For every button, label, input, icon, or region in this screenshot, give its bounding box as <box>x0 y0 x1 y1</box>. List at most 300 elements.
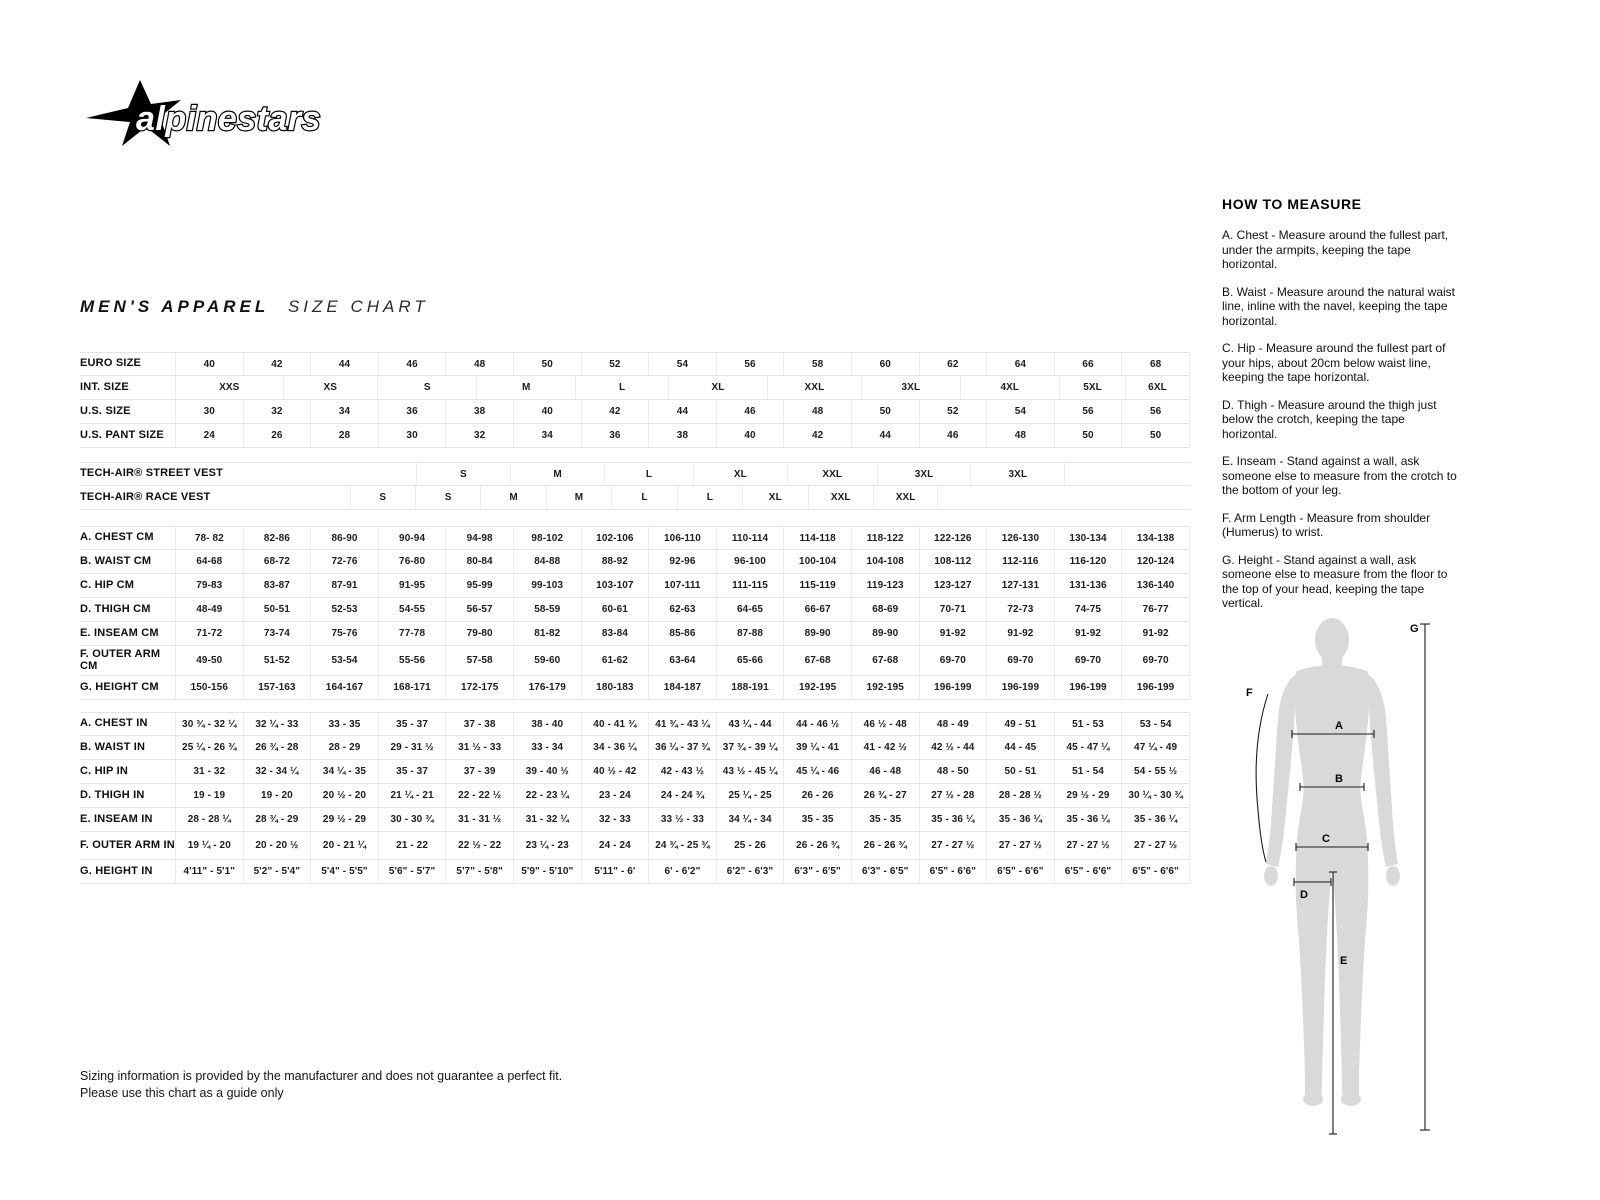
measure-instruction: D. Thigh - Measure around the thigh just below the crotch, keeping the tape horizontal. <box>1222 397 1437 441</box>
size-cell: 114-118 <box>783 527 851 549</box>
size-cell: 6' - 6'2" <box>648 860 716 883</box>
size-chart-table <box>80 352 1190 884</box>
size-cell: 188-191 <box>716 676 784 699</box>
table-row-inseam-cm <box>80 622 1190 646</box>
size-cell: 80-84 <box>445 550 513 573</box>
size-cell: 48 - 49 <box>919 713 987 735</box>
size-cell: 82-86 <box>243 527 311 549</box>
size-cell: XL <box>742 486 807 509</box>
size-cell: 30 ¾ - 32 ¼ <box>175 713 243 735</box>
page-title-sub: SIZE CHART <box>287 297 429 316</box>
size-cell: 22 ½ - 22 <box>445 832 513 859</box>
size-cell: 6'2" - 6'3" <box>716 860 784 883</box>
size-cell: 34 ¼ - 35 <box>310 760 378 783</box>
size-cell: 36 ¼ - 37 ¾ <box>648 736 716 759</box>
size-cell: 30 <box>175 400 243 423</box>
size-cell: 98-102 <box>513 527 581 549</box>
size-cell: 60 <box>851 353 919 375</box>
size-cell: 44 <box>851 424 919 447</box>
size-cell: 77-78 <box>378 622 446 645</box>
size-cell: 20 - 21 ¼ <box>310 832 378 859</box>
empty-cell <box>938 486 1190 509</box>
table-gap <box>80 510 1190 526</box>
size-cell: 130-134 <box>1054 527 1122 549</box>
size-cell: 73-74 <box>243 622 311 645</box>
size-cell: 99-103 <box>513 574 581 597</box>
footer-line-2: Please use this chart as a guide only <box>80 1086 284 1100</box>
size-cell: 37 ¾ - 39 ¼ <box>716 736 784 759</box>
size-cell: 102-106 <box>581 527 649 549</box>
size-cell: 91-92 <box>986 622 1054 645</box>
size-cell: 67-68 <box>783 646 851 675</box>
measure-instruction: G. Height - Stand against a wall, ask someone else to measure from the floor to the top of your head, keeping the tape vertical. <box>1222 552 1448 610</box>
row-label: E. INSEAM CM <box>80 626 159 639</box>
size-cell: 87-88 <box>716 622 784 645</box>
table-row-hip-cm <box>80 574 1190 598</box>
size-cell: 110-114 <box>716 527 784 549</box>
size-cell: 43 ¼ - 44 <box>716 713 784 735</box>
size-cell: 34 <box>513 424 581 447</box>
size-cell: 122-126 <box>919 527 987 549</box>
size-cell: 50 <box>851 400 919 423</box>
size-cell: 79-83 <box>175 574 243 597</box>
size-cell: XXL <box>873 486 938 509</box>
table-row-outer-arm-cm <box>80 646 1190 676</box>
size-cell: 196-199 <box>1121 676 1190 699</box>
size-cell: 74-75 <box>1054 598 1122 621</box>
size-cell: 65-66 <box>716 646 784 675</box>
row-label: B. WAIST IN <box>80 740 146 753</box>
logo-wordmark: alpinestars <box>136 100 322 138</box>
size-cell: 90-94 <box>378 527 446 549</box>
size-cell: 19 - 20 <box>243 784 311 807</box>
table-row-euro-size <box>80 352 1190 376</box>
size-cell: 69-70 <box>1121 646 1190 675</box>
empty-cell <box>1065 463 1190 485</box>
size-cell: 40 <box>175 353 243 375</box>
size-cell: 53-54 <box>310 646 378 675</box>
size-cell: 118-122 <box>851 527 919 549</box>
size-cell: 50 <box>1054 424 1122 447</box>
size-cell: M <box>476 376 574 399</box>
table-row-us-pant-size <box>80 424 1190 448</box>
size-cell: 5'2" - 5'4" <box>243 860 311 883</box>
size-cell: 192-195 <box>783 676 851 699</box>
row-label: INT. SIZE <box>80 380 129 393</box>
page-title-main: MEN'S APPAREL <box>80 297 270 316</box>
table-row-outer-arm-in <box>80 832 1190 860</box>
size-cell: 76-77 <box>1121 598 1190 621</box>
size-cell: 50 - 51 <box>986 760 1054 783</box>
size-cell: 23 - 24 <box>581 784 649 807</box>
size-cell: 27 - 27 ½ <box>1121 832 1190 859</box>
size-cell: 66 <box>1054 353 1122 375</box>
size-cell: 81-82 <box>513 622 581 645</box>
size-cell: 3XL <box>970 463 1065 485</box>
size-cell: 126-130 <box>986 527 1054 549</box>
size-cell: 46 <box>716 400 784 423</box>
size-cell: 27 ½ - 28 <box>919 784 987 807</box>
size-cell: S <box>415 486 480 509</box>
figure-label-arm: F <box>1246 687 1253 699</box>
measure-instruction: F. Arm Length - Measure from shoulder (Humerus) to wrist. <box>1222 510 1431 539</box>
figure-label-thigh: D <box>1300 889 1308 901</box>
size-cell: 115-119 <box>783 574 851 597</box>
page-title <box>80 297 429 317</box>
measurement-figure <box>1232 610 1442 1150</box>
size-cell: 54 <box>648 353 716 375</box>
size-cell: 112-116 <box>986 550 1054 573</box>
size-cell: 33 - 35 <box>310 713 378 735</box>
size-cell: 51-52 <box>243 646 311 675</box>
size-cell: 46 <box>378 353 446 375</box>
footer-note <box>80 1068 562 1102</box>
size-cell: 36 <box>378 400 446 423</box>
size-cell: 24 <box>175 424 243 447</box>
size-cell: 26 - 26 ¾ <box>783 832 851 859</box>
size-cell: 49-50 <box>175 646 243 675</box>
table-row-thigh-cm <box>80 598 1190 622</box>
table-row-tech-air-race-vest <box>80 486 1190 510</box>
size-cell: 27 - 27 ½ <box>1054 832 1122 859</box>
size-cell: 31 - 31 ½ <box>445 808 513 831</box>
size-cell: 176-179 <box>513 676 581 699</box>
size-cell: 83-84 <box>581 622 649 645</box>
size-cell: 123-127 <box>919 574 987 597</box>
size-cell: XL <box>668 376 766 399</box>
size-cell: XXL <box>808 486 873 509</box>
table-row-height-cm <box>80 676 1190 700</box>
size-cell: 91-92 <box>1054 622 1122 645</box>
size-cell: 33 - 34 <box>513 736 581 759</box>
body-silhouette-diagram <box>1232 610 1442 1150</box>
size-cell: 92-96 <box>648 550 716 573</box>
size-cell: 3XL <box>861 376 959 399</box>
size-cell: 168-171 <box>378 676 446 699</box>
size-cell: L <box>604 463 693 485</box>
size-cell: 48 <box>783 400 851 423</box>
figure-label-waist: B <box>1335 773 1343 785</box>
size-cell: 26 - 26 <box>783 784 851 807</box>
size-cell: 34 <box>310 400 378 423</box>
size-cell: 69-70 <box>919 646 987 675</box>
size-cell: 6'3" - 6'5" <box>783 860 851 883</box>
size-cell: 86-90 <box>310 527 378 549</box>
size-cell: 61-62 <box>581 646 649 675</box>
table-row-int-size <box>80 376 1190 400</box>
size-cell: 184-187 <box>648 676 716 699</box>
size-cell: 46 <box>919 424 987 447</box>
size-cell: 91-92 <box>1121 622 1190 645</box>
size-cell: 35 - 37 <box>378 760 446 783</box>
size-cell: 53 - 54 <box>1121 713 1190 735</box>
size-cell: 21 ¼ - 21 <box>378 784 446 807</box>
size-cell: 35 - 37 <box>378 713 446 735</box>
size-cell: L <box>611 486 676 509</box>
size-cell: 43 ½ - 45 ¼ <box>716 760 784 783</box>
table-gap <box>80 448 1190 462</box>
row-label: G. HEIGHT IN <box>80 864 153 877</box>
row-label: U.S. PANT SIZE <box>80 428 164 441</box>
table-row-us-size <box>80 400 1190 424</box>
row-label: A. CHEST IN <box>80 717 148 730</box>
size-cell: 22 - 23 ¼ <box>513 784 581 807</box>
size-cell: 42 ½ - 44 <box>919 736 987 759</box>
size-cell: 26 ¾ - 27 <box>851 784 919 807</box>
size-cell: 64-65 <box>716 598 784 621</box>
size-cell: 131-136 <box>1054 574 1122 597</box>
size-cell: 38 <box>648 424 716 447</box>
size-cell: 68-72 <box>243 550 311 573</box>
size-cell: 28 <box>310 424 378 447</box>
figure-label-chest: A <box>1335 720 1343 732</box>
size-cell: 25 ¼ - 25 <box>716 784 784 807</box>
size-cell: 35 - 36 ¼ <box>1054 808 1122 831</box>
size-cell: 78- 82 <box>175 527 243 549</box>
size-cell: 66-67 <box>783 598 851 621</box>
size-cell: 30 - 30 ¾ <box>378 808 446 831</box>
size-cell: 35 - 36 ¼ <box>1121 808 1190 831</box>
size-cell: 50 <box>513 353 581 375</box>
row-label: U.S. SIZE <box>80 404 131 417</box>
size-cell: 42 - 43 ½ <box>648 760 716 783</box>
size-cell: 48 - 50 <box>919 760 987 783</box>
size-cell: 50 <box>1121 424 1190 447</box>
table-row-inseam-in <box>80 808 1190 832</box>
size-cell: XXS <box>175 376 283 399</box>
size-cell: S <box>350 486 415 509</box>
size-cell: 127-131 <box>986 574 1054 597</box>
size-cell: 85-86 <box>648 622 716 645</box>
size-cell: 39 ¼ - 41 <box>783 736 851 759</box>
size-cell: 31 - 32 <box>175 760 243 783</box>
size-cell: 35 - 36 ¼ <box>986 808 1054 831</box>
size-cell: XS <box>283 376 377 399</box>
size-cell: 107-111 <box>648 574 716 597</box>
size-cell: 32 ¼ - 33 <box>243 713 311 735</box>
size-cell: 48-49 <box>175 598 243 621</box>
size-cell: 46 ½ - 48 <box>851 713 919 735</box>
size-cell: 54 <box>986 400 1054 423</box>
size-cell: 31 - 32 ¼ <box>513 808 581 831</box>
size-cell: 30 ¼ - 30 ¾ <box>1121 784 1190 807</box>
size-cell: 37 - 38 <box>445 713 513 735</box>
size-cell: 47 ¼ - 49 <box>1121 736 1190 759</box>
size-cell: 25 - 26 <box>716 832 784 859</box>
size-cell: M <box>546 486 611 509</box>
size-cell: 192-195 <box>851 676 919 699</box>
size-cell: 75-76 <box>310 622 378 645</box>
size-cell: 19 - 19 <box>175 784 243 807</box>
table-row-chest-in <box>80 712 1190 736</box>
size-cell: 42 <box>581 400 649 423</box>
table-gap <box>80 700 1190 712</box>
size-cell: 136-140 <box>1121 574 1190 597</box>
size-cell: 196-199 <box>986 676 1054 699</box>
size-cell: 157-163 <box>243 676 311 699</box>
size-cell: 6'5" - 6'6" <box>1054 860 1122 883</box>
alpinestars-logo-graphic <box>84 72 364 167</box>
size-cell: 91-92 <box>919 622 987 645</box>
size-cell: 35 - 35 <box>783 808 851 831</box>
size-cell: 21 - 22 <box>378 832 446 859</box>
how-to-measure-panel <box>1222 196 1460 624</box>
size-cell: 54-55 <box>378 598 446 621</box>
size-cell: 42 <box>243 353 311 375</box>
size-cell: S <box>416 463 511 485</box>
alpinestars-logo <box>84 72 364 167</box>
size-cell: 69-70 <box>1054 646 1122 675</box>
size-cell: 48 <box>986 424 1054 447</box>
size-cell: XXL <box>767 376 861 399</box>
size-cell: 38 <box>445 400 513 423</box>
size-cell: 6XL <box>1125 376 1190 399</box>
measure-instruction: E. Inseam - Stand against a wall, ask someone else to measure from the crotch to the bottom of your leg. <box>1222 454 1457 497</box>
table-row-chest-cm <box>80 526 1190 550</box>
size-cell: 6'5" - 6'6" <box>986 860 1054 883</box>
size-cell: 5'4" - 5'5" <box>310 860 378 883</box>
size-cell: 44 - 45 <box>986 736 1054 759</box>
size-cell: 57-58 <box>445 646 513 675</box>
size-cell: 29 ½ - 29 <box>310 808 378 831</box>
size-cell: 111-115 <box>716 574 784 597</box>
size-cell: 56-57 <box>445 598 513 621</box>
row-label: D. THIGH CM <box>80 602 151 615</box>
size-cell: 49 - 51 <box>986 713 1054 735</box>
size-cell: 56 <box>716 353 784 375</box>
row-label: D. THIGH IN <box>80 788 145 801</box>
size-cell: 23 ¼ - 23 <box>513 832 581 859</box>
size-cell: 27 - 27 ½ <box>986 832 1054 859</box>
size-cell: 58-59 <box>513 598 581 621</box>
row-label: TECH-AIR® RACE VEST <box>80 490 211 503</box>
size-cell: 5XL <box>1059 376 1125 399</box>
size-cell: 120-124 <box>1121 550 1190 573</box>
size-cell: 5'9" - 5'10" <box>513 860 581 883</box>
size-cell: 50-51 <box>243 598 311 621</box>
measure-instructions-list <box>1222 228 1460 611</box>
size-cell: 116-120 <box>1054 550 1122 573</box>
size-cell: 42 <box>783 424 851 447</box>
size-cell: 20 - 20 ½ <box>243 832 311 859</box>
size-cell: 32 - 34 ¼ <box>243 760 311 783</box>
size-cell: 72-73 <box>986 598 1054 621</box>
size-cell: 180-183 <box>581 676 649 699</box>
size-cell: 51 - 53 <box>1054 713 1122 735</box>
size-cell: 38 - 40 <box>513 713 581 735</box>
size-cell: 27 - 27 ½ <box>919 832 987 859</box>
row-label: TECH-AIR® STREET VEST <box>80 467 224 480</box>
size-cell: 29 ½ - 29 <box>1054 784 1122 807</box>
size-cell: 60-61 <box>581 598 649 621</box>
size-cell: 150-156 <box>175 676 243 699</box>
size-cell: 6'3" - 6'5" <box>851 860 919 883</box>
size-cell: 4'11" - 5'1" <box>175 860 243 883</box>
size-cell: 44 <box>310 353 378 375</box>
size-cell: L <box>677 486 742 509</box>
size-cell: 5'6" - 5'7" <box>378 860 446 883</box>
size-cell: 54 - 55 ½ <box>1121 760 1190 783</box>
empty-cell <box>210 486 349 509</box>
size-cell: 46 - 48 <box>851 760 919 783</box>
size-cell: 55-56 <box>378 646 446 675</box>
size-cell: 76-80 <box>378 550 446 573</box>
size-cell: 62-63 <box>648 598 716 621</box>
size-cell: 28 - 28 ½ <box>986 784 1054 807</box>
row-label: B. WAIST CM <box>80 554 152 567</box>
row-label: A. CHEST CM <box>80 531 154 544</box>
body-silhouette <box>1264 618 1400 1106</box>
size-cell: 35 - 35 <box>851 808 919 831</box>
size-cell: 59-60 <box>513 646 581 675</box>
size-cell: 26 ¾ - 28 <box>243 736 311 759</box>
measure-instruction: A. Chest - Measure around the fullest part, under the armpits, keeping the tape horizontal. <box>1222 228 1449 271</box>
size-cell: 6'5" - 6'6" <box>919 860 987 883</box>
size-cell: 69-70 <box>986 646 1054 675</box>
size-cell: 119-123 <box>851 574 919 597</box>
size-cell: 28 - 28 ¼ <box>175 808 243 831</box>
size-cell: 28 ¾ - 29 <box>243 808 311 831</box>
size-cell: 41 ¾ - 43 ¼ <box>648 713 716 735</box>
table-row-waist-cm <box>80 550 1190 574</box>
size-cell: 52-53 <box>310 598 378 621</box>
size-cell: M <box>510 463 604 485</box>
size-cell: 104-108 <box>851 550 919 573</box>
table-row-hip-in <box>80 760 1190 784</box>
size-cell: 88-92 <box>581 550 649 573</box>
size-cell: 40 <box>513 400 581 423</box>
measure-instruction: B. Waist - Measure around the natural waist line, inline with the navel, keeping the tape horizontal. <box>1222 284 1455 328</box>
row-label: C. HIP IN <box>80 764 129 777</box>
size-cell: 196-199 <box>919 676 987 699</box>
size-cell: 3XL <box>877 463 971 485</box>
size-cell: 58 <box>783 353 851 375</box>
measure-instruction: C. Hip - Measure around the fullest part of your hips, about 20cm below waist line, keeping the tape horizontal. <box>1222 341 1446 384</box>
size-cell: 72-76 <box>310 550 378 573</box>
size-cell: 52 <box>919 400 987 423</box>
size-cell: 94-98 <box>445 527 513 549</box>
size-cell: 91-95 <box>378 574 446 597</box>
size-cell: 164-167 <box>310 676 378 699</box>
size-cell: 37 - 39 <box>445 760 513 783</box>
size-cell: 32 - 33 <box>581 808 649 831</box>
size-cell: 100-104 <box>783 550 851 573</box>
size-cell: 36 <box>581 424 649 447</box>
size-cell: 20 ½ - 20 <box>310 784 378 807</box>
size-cell: 67-68 <box>851 646 919 675</box>
size-cell: 103-107 <box>581 574 649 597</box>
figure-label-height: G <box>1410 623 1419 635</box>
table-row-tech-air-street-vest <box>80 462 1190 486</box>
size-cell: 29 - 31 ½ <box>378 736 446 759</box>
figure-label-hip: C <box>1322 833 1330 845</box>
size-cell: 79-80 <box>445 622 513 645</box>
size-cell: 64-68 <box>175 550 243 573</box>
size-cell: 26 <box>243 424 311 447</box>
size-cell: 5'11" - 6' <box>581 860 649 883</box>
size-cell: 32 <box>243 400 311 423</box>
size-cell: 70-71 <box>919 598 987 621</box>
size-cell: 35 - 36 ¼ <box>919 808 987 831</box>
size-cell: 40 - 41 ¾ <box>581 713 649 735</box>
size-cell: 52 <box>581 353 649 375</box>
size-cell: 63-64 <box>648 646 716 675</box>
size-cell: 44 - 46 ½ <box>783 713 851 735</box>
size-cell: 108-112 <box>919 550 987 573</box>
size-cell: 25 ¼ - 26 ¾ <box>175 736 243 759</box>
size-cell: 34 - 36 ¼ <box>581 736 649 759</box>
size-cell: 22 - 22 ½ <box>445 784 513 807</box>
